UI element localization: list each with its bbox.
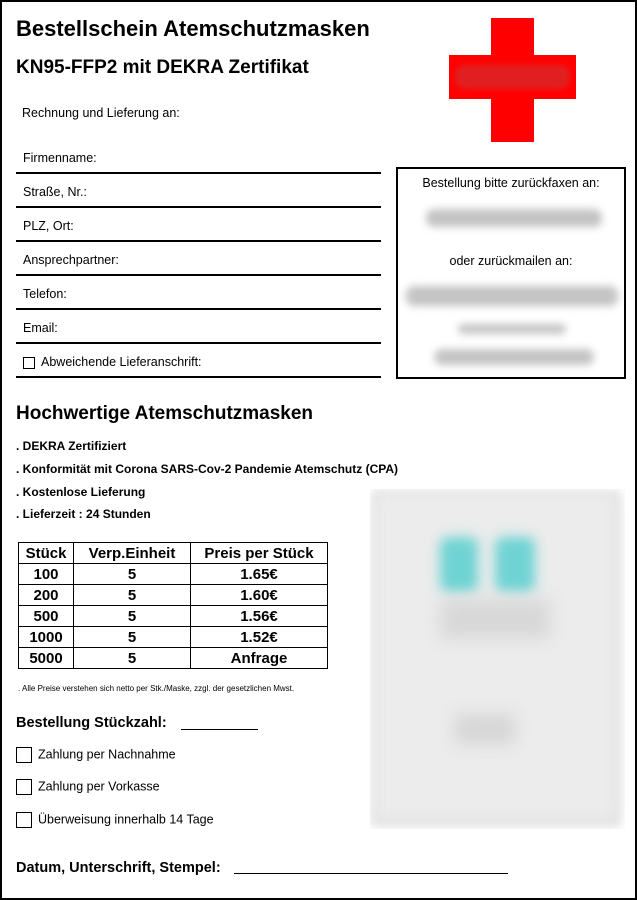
alt-delivery-label: Abweichende Lieferanschrift: — [41, 355, 202, 369]
blurred-product-photo — [370, 489, 625, 829]
feature-item: . DEKRA Zertifiziert — [16, 439, 127, 453]
contact-person-field[interactable] — [16, 242, 381, 276]
payment-label: Zahlung per Vorkasse — [38, 779, 160, 794]
cell-quantity: 1000 — [19, 627, 74, 648]
zip-city-field[interactable] — [16, 208, 381, 242]
price-note: . Alle Preise verstehen sich netto per Stk./Maske, zzgl. der gesetzlichen Mwst. — [18, 684, 295, 693]
company-name-field[interactable] — [16, 140, 381, 174]
payment-checkbox[interactable] — [16, 779, 32, 795]
cell-pack-unit: 5 — [74, 564, 191, 585]
payment-label: Zahlung per Nachnahme — [38, 747, 176, 762]
blurred-fax-number — [426, 209, 602, 227]
email-label: Email: — [23, 321, 58, 335]
fax-label: Bestellung bitte zurückfaxen an: — [422, 176, 600, 190]
billing-label: Rechnung und Lieferung an: — [22, 106, 180, 120]
header-pack-unit: Verp.Einheit — [74, 543, 191, 564]
header-price: Preis per Stück — [191, 543, 328, 564]
feature-item: . Kostenlose Lieferung — [16, 485, 146, 499]
cell-quantity: 200 — [19, 585, 74, 606]
payment-checkbox[interactable] — [16, 812, 32, 828]
blurred-logo-text — [455, 65, 570, 89]
header-quantity: Stück — [19, 543, 74, 564]
mail-label: oder zurückmailen an: — [449, 254, 573, 268]
company-name-label: Firmenname: — [23, 151, 97, 165]
phone-label: Telefon: — [23, 287, 67, 301]
price-table — [18, 542, 328, 669]
cell-pack-unit: 5 — [74, 648, 191, 669]
red-cross-icon — [449, 18, 576, 142]
contact-box — [396, 167, 626, 379]
cell-price: 1.65€ — [191, 564, 328, 585]
street-field[interactable] — [16, 174, 381, 208]
table-row — [19, 585, 328, 606]
blurred-text-line-2 — [434, 349, 594, 365]
payment-label: Überweisung innerhalb 14 Tage — [38, 812, 214, 827]
cell-price: Anfrage — [191, 648, 328, 669]
phone-field[interactable] — [16, 276, 381, 310]
alt-delivery-checkbox[interactable] — [23, 357, 35, 369]
alt-delivery-row — [23, 355, 202, 369]
cell-pack-unit: 5 — [74, 585, 191, 606]
cell-quantity: 5000 — [19, 648, 74, 669]
cell-price: 1.52€ — [191, 627, 328, 648]
alt-delivery-field — [16, 344, 381, 378]
page-subtitle: KN95-FFP2 mit DEKRA Zertifikat — [16, 57, 309, 78]
payment-option-prepay[interactable] — [16, 779, 160, 795]
blurred-email-address — [406, 286, 618, 306]
street-label: Straße, Nr.: — [23, 185, 87, 199]
signature-input[interactable] — [234, 873, 508, 874]
feature-item: . Konformität mit Corona SARS-Cov-2 Pandemie Atemschutz (CPA) — [16, 462, 399, 476]
zip-city-label: PLZ, Ort: — [23, 219, 74, 233]
feature-item: . Lieferzeit : 24 Stunden — [16, 507, 151, 521]
cell-pack-unit: 5 — [74, 606, 191, 627]
payment-checkbox[interactable] — [16, 747, 32, 763]
cell-quantity: 500 — [19, 606, 74, 627]
table-row — [19, 627, 328, 648]
cell-price: 1.60€ — [191, 585, 328, 606]
order-quantity-label: Bestellung Stückzahl: — [16, 715, 167, 731]
contact-person-label: Ansprechpartner: — [23, 253, 119, 267]
order-quantity-input[interactable] — [181, 729, 258, 730]
product-heading: Hochwertige Atemschutzmasken — [16, 403, 314, 424]
cell-quantity: 100 — [19, 564, 74, 585]
page-title: Bestellschein Atemschutzmasken — [16, 16, 370, 41]
cell-pack-unit: 5 — [74, 627, 191, 648]
table-row — [19, 606, 328, 627]
cell-price: 1.56€ — [191, 606, 328, 627]
payment-option-transfer[interactable] — [16, 812, 214, 828]
payment-option-cod[interactable] — [16, 747, 176, 763]
blurred-text-line — [458, 324, 566, 334]
table-row — [19, 648, 328, 669]
table-row — [19, 564, 328, 585]
signature-label: Datum, Unterschrift, Stempel: — [16, 860, 221, 876]
email-field[interactable] — [16, 310, 381, 344]
table-header-row — [19, 543, 328, 564]
